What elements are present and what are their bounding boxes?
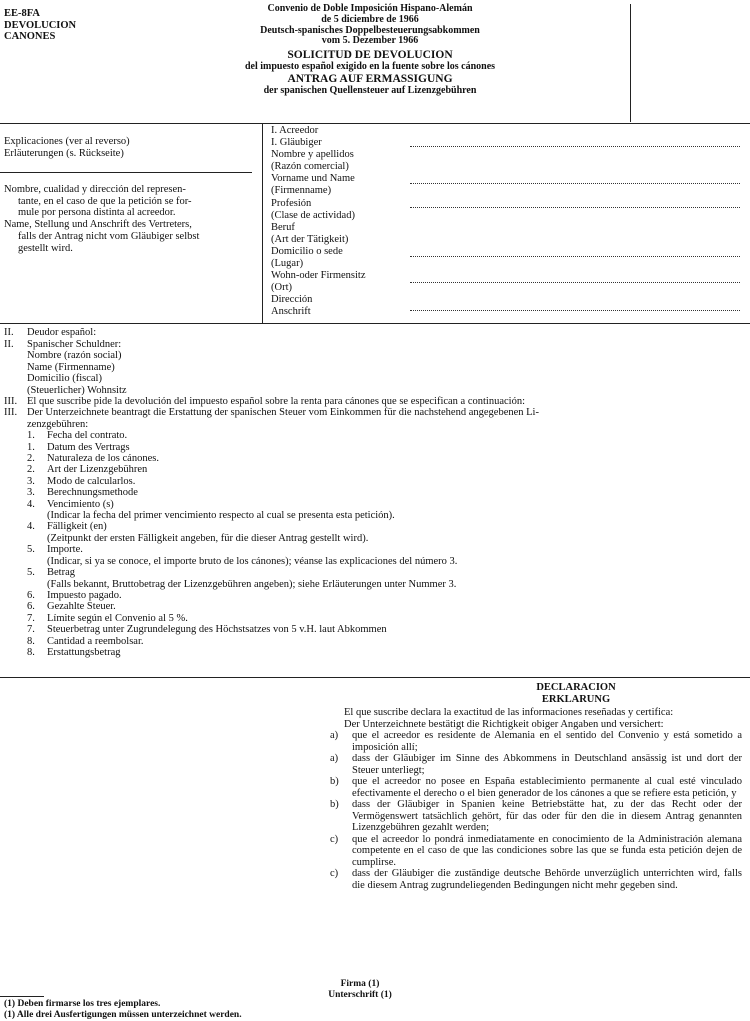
declaration-section: DECLARACION ERKLARUNG El que suscribe declara la exactitud de las informaciones reseñadas y certifica: Der Unterzeichnete bestätigt die Richtigkeit obiger Angaben und versichert: a) que el acreedor es residente de Alemania en el sentido del Convenio y está sometido a imposición allí; a) dass der Gläubiger im Sinne des Abkommens in Deutschland ansässig ist und dort der Steuer unterliegt; b) que el acreedor no posee en España establecimiento permanente al cual esté vinculado efectivamente el derecho o el bien generador de los cánones a que se refiere esta petición, y b) dass der Gläubiger in Spanien keine Betriebstätte hat, zu der das Recht oder der Vermögenswert tatsächlich gehört, für das oder für den die in diesem Antrag genannten Lizenzgebühren gezahlt werden; c) que el acreedor lo pondrá inmediatamente en conocimiento de la Administración alemana competente en el caso de que las condiciones sobre las que se funda esta petición dejen de cumplirse. c) dass der Gläubiger die zuständige deutsche Behörde unverzüglich unterrichten wird, falls die diesem Antrag zugrundeliegenden Bedingungen nicht mehr gegeben sind. xyxy=(330,682,742,891)
unterschrift-label: Unterschrift (1) xyxy=(328,989,392,1000)
rep-es-line: Nombre, cualidad y dirección del represen- xyxy=(4,184,186,195)
explanations-note xyxy=(4,136,130,159)
firma-label: Firma (1) xyxy=(340,979,380,989)
city-entry-line[interactable] xyxy=(410,282,740,283)
left-note-rule xyxy=(0,172,252,173)
debtor-num: II. xyxy=(4,338,14,350)
field-label: (Lugar) xyxy=(271,258,304,270)
representative-note xyxy=(4,184,199,254)
creditor-heading-es: I. Acreedor xyxy=(271,125,319,136)
section-num: III. xyxy=(4,407,18,419)
form-title-es: SOLICITUD DE DEVOLUCION xyxy=(287,49,453,62)
item-label: Vencimiento (s) xyxy=(47,498,114,510)
item-label: Fecha del contrato. xyxy=(47,430,128,442)
debtor-field: Name (Firmenname) xyxy=(27,361,115,373)
request-de: Der Unterzeichnete beantragt die Erstattung der spanischen Steuer vom Einkommen für die nachstehend angegebenen Li- xyxy=(27,407,539,419)
debtor-label: Deudor español: xyxy=(27,327,97,338)
item-label: Datum des Vertrags xyxy=(47,441,130,453)
convention-date: de 5 diciembre de 1966 xyxy=(321,13,419,25)
field-label: Vorname und Name xyxy=(271,173,355,185)
item-label: Art der Lizenzgebühren xyxy=(47,464,148,476)
debtor-field: Domicilio (fiscal) xyxy=(27,373,102,384)
field-label: Beruf xyxy=(271,221,295,233)
footnote-rule xyxy=(0,996,44,997)
declaration-item: dass der Gläubiger die zuständige deutsche Behörde unverzüglich unterrichten wird, falls die diesem Antrag zugrundeliegenden Bedingungen nicht mehr gegeben sind. xyxy=(352,868,742,891)
section-num: III. xyxy=(4,396,18,407)
section-top-rule xyxy=(0,123,750,124)
form-subtitle-de: der spanischen Quellensteuer auf Lizenzgebühren xyxy=(263,84,477,96)
request-de-cont: zenzgebühren: xyxy=(27,418,89,430)
rep-es-line: tante, en el caso de que la petición se for- xyxy=(18,195,192,207)
residence-entry-line[interactable] xyxy=(410,256,740,257)
field-label: (Ort) xyxy=(271,282,292,294)
form-subtitle-es: del impuesto español exigido en la fuente sobre los cánones xyxy=(244,60,496,72)
item-note: (Indicar la fecha del primer vencimiento respecto al cual se presenta esta petición). xyxy=(47,510,395,522)
item-label: Gezahlte Steuer. xyxy=(47,601,116,613)
rep-de-line: gestellt wird. xyxy=(18,242,73,254)
item-label: Cantidad a reembolsar. xyxy=(47,635,144,647)
declaration-item: que el acreedor no posee en España establecimiento permanente al cual esté vinculado efectivamente el derecho o el bien generador de los cánones a que se refiere esta petición, y xyxy=(352,776,742,799)
debtor-field: (Steuerlicher) Wohnsitz xyxy=(27,384,127,396)
field-label: Domicilio o sede xyxy=(271,245,343,257)
declaration-item: dass der Gläubiger im Sinne des Abkommens in Deutschland ansässig ist und dort der Steuer unterliegt; xyxy=(352,753,742,776)
field-label: (Art der Tätigkeit) xyxy=(271,233,349,245)
section-column-divider xyxy=(262,123,263,323)
form-title-de: ANTRAG AUF ERMASSIGUNG xyxy=(287,72,453,85)
creditor-section xyxy=(271,125,366,319)
field-label: Wohn-oder Firmensitz xyxy=(271,270,366,282)
item-note: (Zeitpunkt der ersten Fälligkeit angeben, für die dieser Antrag gestellt wird). xyxy=(47,532,369,544)
address-entry-line[interactable] xyxy=(410,310,740,311)
occupation-entry-line[interactable] xyxy=(410,207,740,208)
declaration-title-es: DECLARACION xyxy=(536,682,616,693)
field-label: Dirección xyxy=(271,294,313,306)
declaration-intro-de: Der Unterzeichnete bestätigt die Richtigkeit obiger Angaben und versichert: xyxy=(344,718,664,730)
convention-title: Convenio de Doble Imposición Hispano-Alemán xyxy=(267,3,473,14)
footnote: (1) Alle drei Ausfertigungen müssen unterzeichnet werden. xyxy=(4,1009,242,1020)
item-label: Steuerbetrag unter Zugrundelegung des Höchstsatzes von 5 v.H. laut Abkommen xyxy=(47,624,387,636)
item-label: Modo de calcularlos. xyxy=(47,475,136,487)
explanations-de: Erläuterungen (s. Rückseite) xyxy=(4,147,124,159)
header-divider xyxy=(630,4,631,122)
explanations-es: Explicaciones (ver al reverso) xyxy=(4,136,130,147)
footnote: (1) Deben firmarse los tres ejemplares. xyxy=(4,999,161,1009)
rep-de-line: Name, Stellung und Anschrift des Vertreters, xyxy=(4,219,192,231)
form-code-line: EE-8FA xyxy=(4,8,40,19)
item-note: (Falls bekannt, Bruttobetrag der Lizenzgebühren angeben); siehe Erläuterungen unter Nummer 3. xyxy=(47,578,457,590)
form-header xyxy=(175,4,565,96)
item-note: (Indicar, si ya se conoce, el importe bruto de los cánones); véanse las explicaciones del número 3. xyxy=(47,555,458,567)
section-three: III. El que suscribe pide la devolución del impuesto español sobre la renta para cánones que se especifican a continuación: III. Der Unterzeichnete beantragt die Erstattung der spanischen Steuer vom Einkommen für die nachstehend angegebenen Li- zenzgebühren: 1. Fecha del contrato. 1. Datum des Vertrags 2. Naturaleza de los cánones. 2. Art der Lizenzgebühren 3. Modo de calcularlos. 3. Berechnungsmethode 4. Vencimiento (s) (Indicar la fecha del primer vencimiento respecto al cual se presenta esta petición). 4. Fälligkeit (en) (Zeitpunkt der ersten Fälligkeit angeben, für die dieser Antrag gestellt wird). 5. Importe. (Indicar, si ya se conoce, el importe bruto de los cánones); véanse las explicaciones del número 3. 5. Betrag (Falls bekannt, Bruttobetrag der Lizenzgebühren angeben); siehe Erläuterungen unter Nummer 3. 6. Impuesto pagado. 6. Gezahlte Steuer. 7. Límite según el Convenio al 5 %. 7. Steuerbetrag unter Zugrundelegung des Höchstsatzes von 5 v.H. laut Abkommen 8. Cantidad a reembolsar. 8. Erstattungsbetrag xyxy=(4,396,744,658)
footnotes xyxy=(4,999,242,1020)
debtor-label: Spanischer Schuldner: xyxy=(27,338,122,350)
rep-de-line: falls der Antrag nicht vom Gläubiger selbst xyxy=(18,230,200,242)
declaration-title-de: ERKLARUNG xyxy=(541,693,611,705)
name-entry-line[interactable] xyxy=(410,146,740,147)
item-label: Berechnungsmethode xyxy=(47,487,138,499)
field-label: Nombre y apellidos xyxy=(271,149,354,161)
field-label: Profesión xyxy=(271,197,312,209)
item-label: Naturaleza de los cánones. xyxy=(47,453,159,465)
creditor-heading-de: I. Gläubiger xyxy=(271,137,322,149)
field-label: (Razón comercial) xyxy=(271,161,349,173)
item-label: Fälligkeit (en) xyxy=(47,521,107,533)
form-code xyxy=(4,8,76,43)
item-label: Impuesto pagado. xyxy=(47,589,122,601)
field-label: (Firmenname) xyxy=(271,185,332,197)
field-label: (Clase de actividad) xyxy=(271,209,355,221)
item-label: Betrag xyxy=(47,567,75,579)
debtor-num: II. xyxy=(4,327,14,338)
convention-date-de: vom 5. Dezember 1966 xyxy=(321,35,419,47)
declaration-intro-es: El que suscribe declara la exactitud de las informaciones reseñadas y certifica: xyxy=(344,707,674,718)
section-bottom-rule xyxy=(0,323,750,324)
debtor-field: Nombre (razón social) xyxy=(27,350,122,361)
form-code-line: CANONES xyxy=(4,31,56,42)
item-label: Erstattungsbetrag xyxy=(47,646,121,658)
convention-title-de: Deutsch-spanisches Doppelbesteuerungsabkommen xyxy=(260,24,480,36)
declaration-item: que el acreedor es residente de Alemania en el sentido del Convenio y está sometido a imposición allí; xyxy=(352,730,742,753)
item-label: Importe. xyxy=(47,544,83,556)
profession-entry-line[interactable] xyxy=(410,183,740,184)
rep-es-line: mule por persona distinta al acreedor. xyxy=(18,207,176,219)
form-code-line: DEVOLUCION xyxy=(4,19,77,31)
signature-block[interactable] xyxy=(320,979,400,1000)
item-label: Límite según el Convenio al 5 %. xyxy=(47,612,188,624)
field-label: Anschrift xyxy=(271,306,311,318)
declaration-item: que el acreedor lo pondrá inmediatamente en conocimiento de la Administración alemana competente en el caso de que las condiciones sobre las que se funda esta petición dejen de cumplirse. xyxy=(352,833,742,868)
debtor-section xyxy=(4,327,127,396)
request-es: El que suscribe pide la devolución del impuesto español sobre la renta para cánones que se especifican a continuación: xyxy=(27,396,525,407)
declaration-rule xyxy=(0,677,750,678)
declaration-item: dass der Gläubiger in Spanien keine Betriebstätte hat, zu der das Recht oder der Vermögenswert tatsächlich gehört, für das oder für den die in diesem Antrag genannten Lizenzgebühren gezahlt werden; xyxy=(352,799,742,833)
